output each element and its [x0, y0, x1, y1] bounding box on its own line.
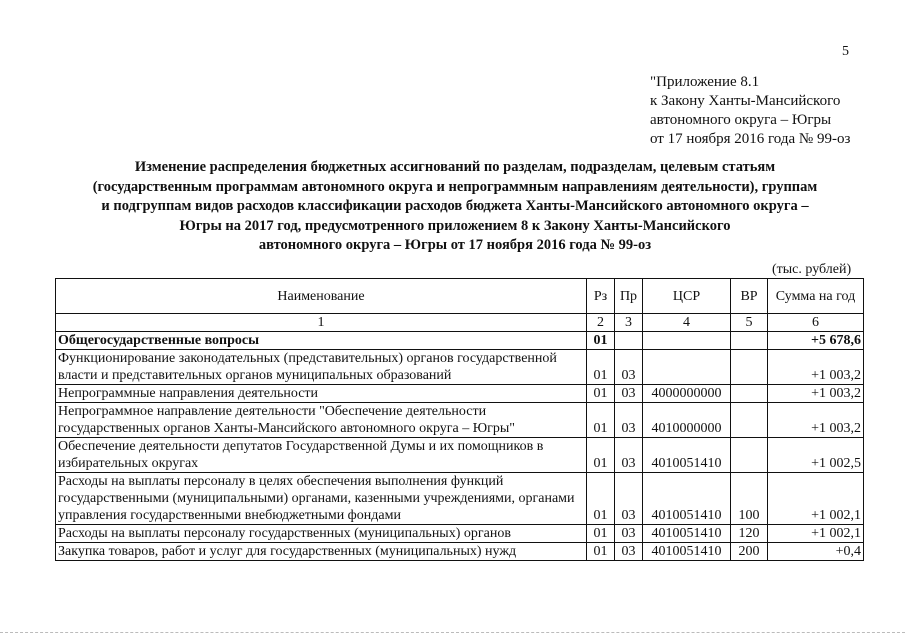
title-line: Изменение распределения бюджетных ассигнований по разделам, подразделам, целевым статьям	[134, 159, 776, 175]
header-rz: Рз	[587, 279, 615, 314]
row-sum: +1 002,1	[768, 525, 864, 543]
appendix-line: "Приложение 8.1	[650, 74, 760, 90]
table-row	[56, 543, 864, 561]
row-name: Расходы на выплаты персоналу государственных (муниципальных) органов	[56, 525, 587, 543]
title-line: и подгруппам видов расходов классификации расходов бюджета Ханты-Мансийского автономного округа –	[101, 198, 809, 214]
header-csr: ЦСР	[643, 279, 731, 314]
document-title	[40, 158, 870, 256]
appendix-line: к Закону Ханты-Мансийского	[650, 93, 841, 109]
row-pr: 03	[615, 438, 643, 473]
row-vr: 120	[731, 525, 768, 543]
row-pr: 03	[615, 350, 643, 385]
table-row	[56, 525, 864, 543]
row-sum: +1 002,5	[768, 438, 864, 473]
row-pr: 03	[615, 403, 643, 438]
table-header-row	[56, 279, 864, 314]
header-sum: Сумма на год	[768, 279, 864, 314]
table-row	[56, 403, 864, 438]
row-name: Обеспечение деятельности депутатов Государственной Думы и их помощников в избирательных округах	[56, 438, 587, 473]
units-label: (тыс. рублей)	[772, 262, 852, 277]
row-pr: 03	[615, 525, 643, 543]
row-rz: 01	[587, 350, 615, 385]
row-csr: 4010000000	[643, 403, 731, 438]
row-vr	[731, 403, 768, 438]
appendix-line: автономного округа – Югры	[650, 112, 832, 128]
table-row	[56, 473, 864, 525]
row-rz: 01	[587, 543, 615, 561]
row-pr: 03	[615, 543, 643, 561]
row-csr: 4000000000	[643, 385, 731, 403]
column-number: 3	[615, 314, 643, 332]
row-sum: +1 003,2	[768, 385, 864, 403]
row-sum: +1 002,1	[768, 473, 864, 525]
row-pr	[615, 332, 643, 350]
row-rz: 01	[587, 438, 615, 473]
row-csr: 4010051410	[643, 473, 731, 525]
row-name: Непрограммные направления деятельности	[56, 385, 587, 403]
title-line: Югры на 2017 год, предусмотренного приложением 8 к Закону Ханты-Мансийского	[179, 217, 731, 234]
column-number-row	[56, 314, 864, 332]
row-rz: 01	[587, 332, 615, 350]
title-line: автономного округа – Югры от 17 ноября 2016 года № 99-оз	[258, 237, 652, 253]
header-name: Наименование	[56, 279, 587, 314]
row-rz: 01	[587, 385, 615, 403]
row-name: Непрограммное направление деятельности "Обеспечение деятельности государственных органов Ханты-Мансийского автономного округа – Югры"	[56, 403, 587, 438]
column-number: 5	[731, 314, 768, 332]
row-csr: 4010051410	[643, 438, 731, 473]
row-name: Расходы на выплаты персоналу в целях обеспечения выполнения функций государственными (муниципальными) органами, казенными учреждениями, органами управления государственными внебюджетными фондами	[56, 473, 587, 525]
row-csr: 4010051410	[643, 543, 731, 561]
table-row	[56, 332, 864, 350]
row-rz: 01	[587, 473, 615, 525]
row-csr	[643, 350, 731, 385]
row-csr	[643, 332, 731, 350]
row-vr	[731, 385, 768, 403]
page-number: 5	[842, 44, 849, 59]
column-number: 6	[768, 314, 864, 332]
appendix-line: от 17 ноября 2016 года № 99-оз	[650, 131, 851, 147]
scan-edge-line	[0, 632, 905, 634]
row-name: Закупка товаров, работ и услуг для государственных (муниципальных) нужд	[56, 543, 587, 561]
row-sum: +5 678,6	[768, 332, 864, 350]
row-vr	[731, 332, 768, 350]
row-name: Общегосударственные вопросы	[56, 332, 587, 350]
row-csr: 4010051410	[643, 525, 731, 543]
row-vr: 100	[731, 473, 768, 525]
row-rz: 01	[587, 525, 615, 543]
row-rz: 01	[587, 403, 615, 438]
row-vr: 200	[731, 543, 768, 561]
row-vr	[731, 438, 768, 473]
row-sum: +1 003,2	[768, 403, 864, 438]
row-vr	[731, 350, 768, 385]
budget-table	[55, 278, 864, 561]
column-number: 1	[56, 314, 587, 332]
title-line: (государственным программам автономного округа и непрограммным направлениям деятельности), группам	[92, 178, 818, 195]
column-number: 2	[587, 314, 615, 332]
row-sum: +0,4	[768, 543, 864, 561]
row-pr: 03	[615, 473, 643, 525]
table-row	[56, 438, 864, 473]
row-name: Функционирование законодательных (представительных) органов государственной власти и представительных органов муниципальных образований	[56, 350, 587, 385]
table-row	[56, 385, 864, 403]
row-sum: +1 003,2	[768, 350, 864, 385]
header-pr: Пр	[615, 279, 643, 314]
header-vr: ВР	[731, 279, 768, 314]
table-row	[56, 350, 864, 385]
appendix-reference	[650, 73, 850, 149]
column-number: 4	[643, 314, 731, 332]
row-pr: 03	[615, 385, 643, 403]
